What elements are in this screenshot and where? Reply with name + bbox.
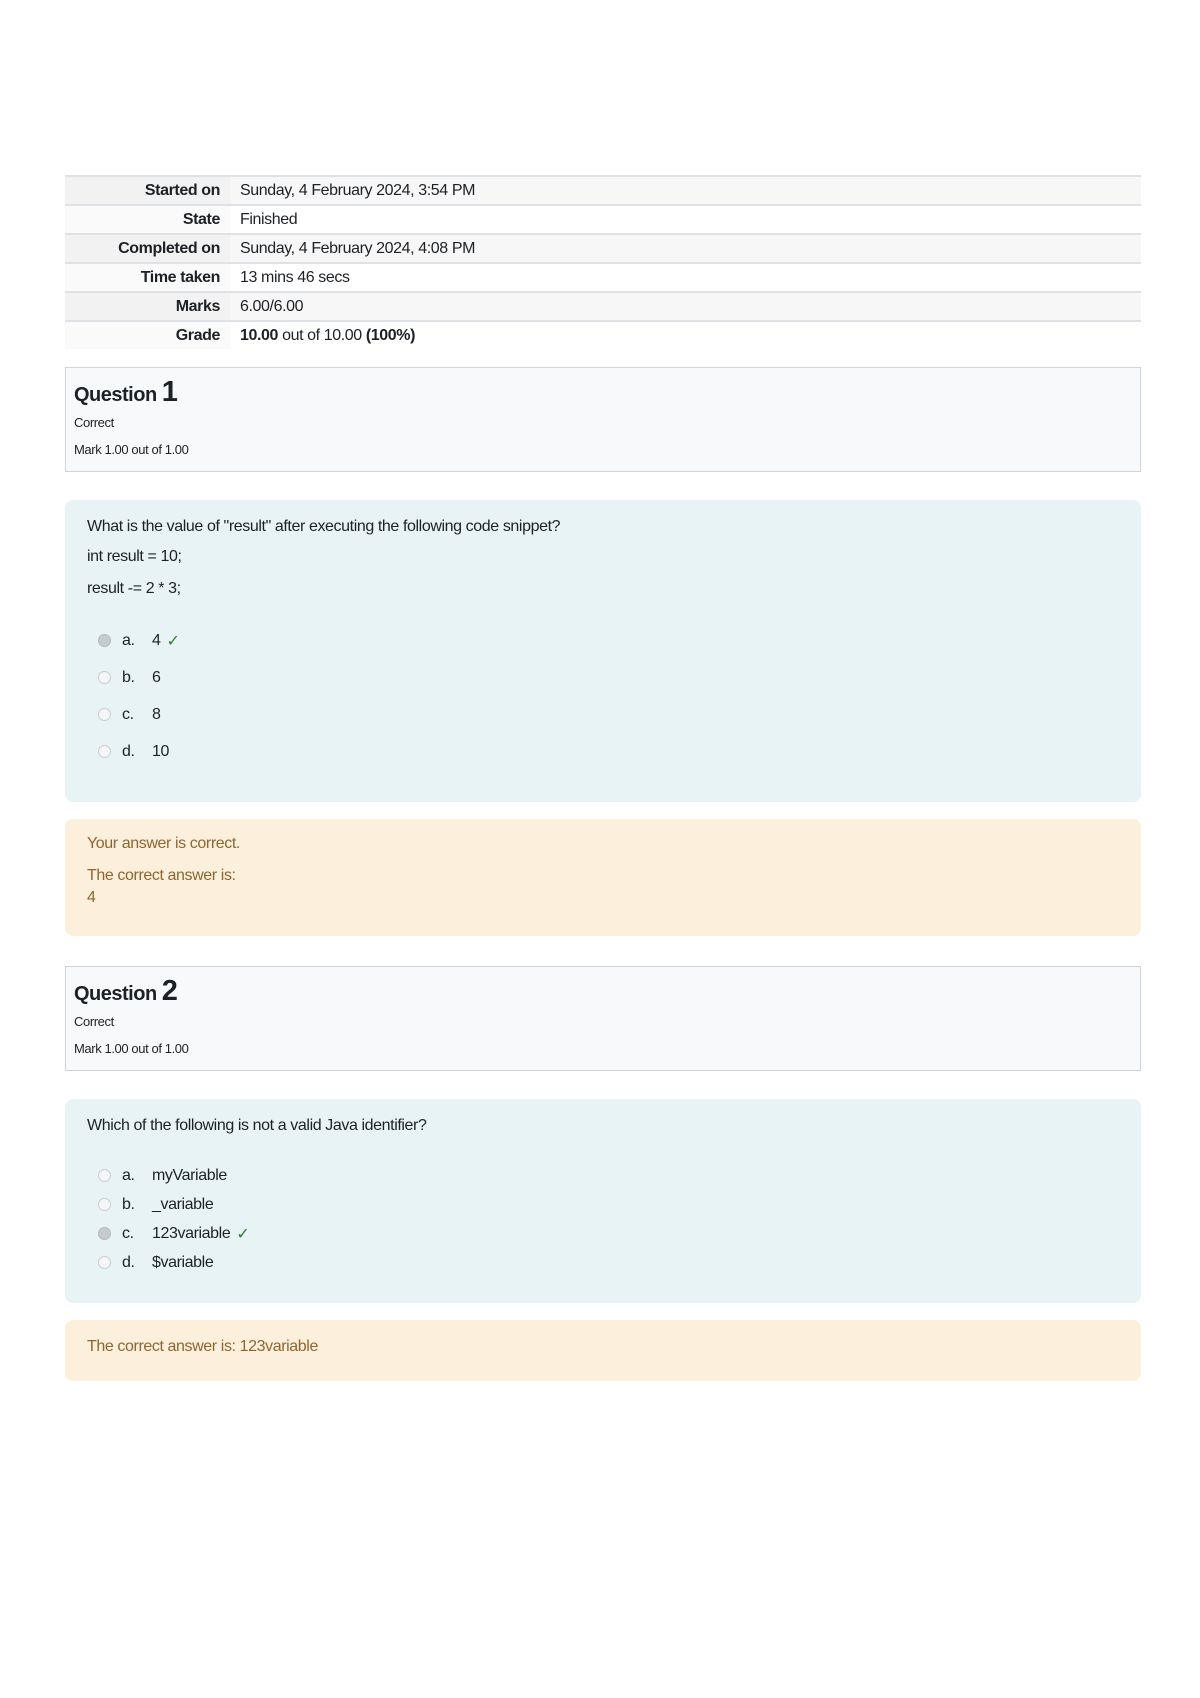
option-text: 123variable <box>152 1224 231 1242</box>
answer-option-b[interactable] <box>87 659 1119 696</box>
answer-options <box>87 1161 1119 1277</box>
question-state: Correct <box>74 1014 114 1029</box>
right-answer: The correct answer is: 123variable <box>87 1338 318 1355</box>
question-feedback <box>65 1320 1141 1381</box>
question-label: Question <box>74 384 157 406</box>
answer-options <box>87 622 1119 770</box>
option-text: myVariable <box>152 1166 227 1184</box>
code-line: result -= 2 * 3; <box>87 580 181 597</box>
grade-percent: (100%) <box>365 327 416 344</box>
answer-option-a[interactable] <box>87 622 1119 659</box>
question-formulation <box>65 500 1141 802</box>
question-feedback <box>65 819 1141 936</box>
option-text: 4 <box>152 631 161 649</box>
summary-value: Sunday, 4 February 2024, 3:54 PM <box>230 176 1141 205</box>
attempt-summary-table <box>65 175 1141 349</box>
radio-button[interactable] <box>98 708 111 721</box>
option-letter: a. <box>122 1166 135 1184</box>
summary-value: 6.00/6.00 <box>230 292 1141 321</box>
question-info <box>65 367 1141 472</box>
summary-row-started <box>65 176 1141 205</box>
radio-button-selected[interactable] <box>98 1227 111 1240</box>
option-letter: d. <box>122 742 135 760</box>
question-mark: Mark 1.00 out of 1.00 <box>74 1041 189 1056</box>
summary-label: Grade <box>65 321 230 349</box>
summary-value: Sunday, 4 February 2024, 4:08 PM <box>230 234 1141 263</box>
question-text: What is the value of "result" after executing the following code snippet? <box>87 518 561 535</box>
question-label: Question <box>74 983 157 1005</box>
option-letter: c. <box>122 1224 134 1242</box>
grade-value: 10.00 <box>240 327 279 344</box>
option-text: $variable <box>152 1253 214 1271</box>
question-formulation <box>65 1099 1141 1303</box>
general-feedback: Your answer is correct. <box>87 835 240 852</box>
radio-button-selected[interactable] <box>98 634 111 647</box>
option-text: 8 <box>152 705 161 723</box>
question-text: Which of the following is not a valid Java identifier? <box>87 1117 427 1134</box>
answer-option-a[interactable] <box>87 1161 1119 1190</box>
question-number-value: 2 <box>161 975 178 1007</box>
option-letter: d. <box>122 1253 135 1271</box>
question-mark: Mark 1.00 out of 1.00 <box>74 442 189 457</box>
option-text: _variable <box>152 1195 214 1213</box>
summary-row-completed <box>65 234 1141 263</box>
summary-label: Time taken <box>65 263 230 292</box>
option-text: 10 <box>152 742 169 760</box>
check-icon: ✓ <box>236 1225 250 1243</box>
radio-button[interactable] <box>98 1169 111 1182</box>
summary-row-state <box>65 205 1141 234</box>
question-number <box>74 376 1132 409</box>
summary-label: Completed on <box>65 234 230 263</box>
question-number-value: 1 <box>161 376 178 408</box>
right-answer-value: 4 <box>87 889 96 906</box>
answer-option-d[interactable] <box>87 1248 1119 1277</box>
question-state: Correct <box>74 415 114 430</box>
right-answer-label: The correct answer is: <box>87 867 236 884</box>
summary-row-time-taken <box>65 263 1141 292</box>
answer-option-b[interactable] <box>87 1190 1119 1219</box>
summary-row-marks <box>65 292 1141 321</box>
summary-value: 13 mins 46 secs <box>230 263 1141 292</box>
question-info <box>65 966 1141 1071</box>
question-number <box>74 975 1132 1008</box>
answer-option-c[interactable] <box>87 1219 1119 1248</box>
answer-option-c[interactable] <box>87 696 1119 733</box>
radio-button[interactable] <box>98 745 111 758</box>
summary-value <box>230 321 1141 349</box>
summary-row-grade <box>65 321 1141 349</box>
code-line: int result = 10; <box>87 548 182 565</box>
option-letter: c. <box>122 705 134 723</box>
check-icon: ✓ <box>166 632 180 650</box>
radio-button[interactable] <box>98 671 111 684</box>
summary-label: Marks <box>65 292 230 321</box>
option-letter: a. <box>122 631 135 649</box>
grade-out-of: out of 10.00 <box>278 327 366 344</box>
summary-value: Finished <box>230 205 1141 234</box>
option-letter: b. <box>122 668 135 686</box>
summary-label: State <box>65 205 230 234</box>
summary-label: Started on <box>65 176 230 205</box>
radio-button[interactable] <box>98 1198 111 1211</box>
quiz-review-page <box>65 175 1141 1381</box>
answer-option-d[interactable] <box>87 733 1119 770</box>
radio-button[interactable] <box>98 1256 111 1269</box>
option-text: 6 <box>152 668 161 686</box>
option-letter: b. <box>122 1195 135 1213</box>
